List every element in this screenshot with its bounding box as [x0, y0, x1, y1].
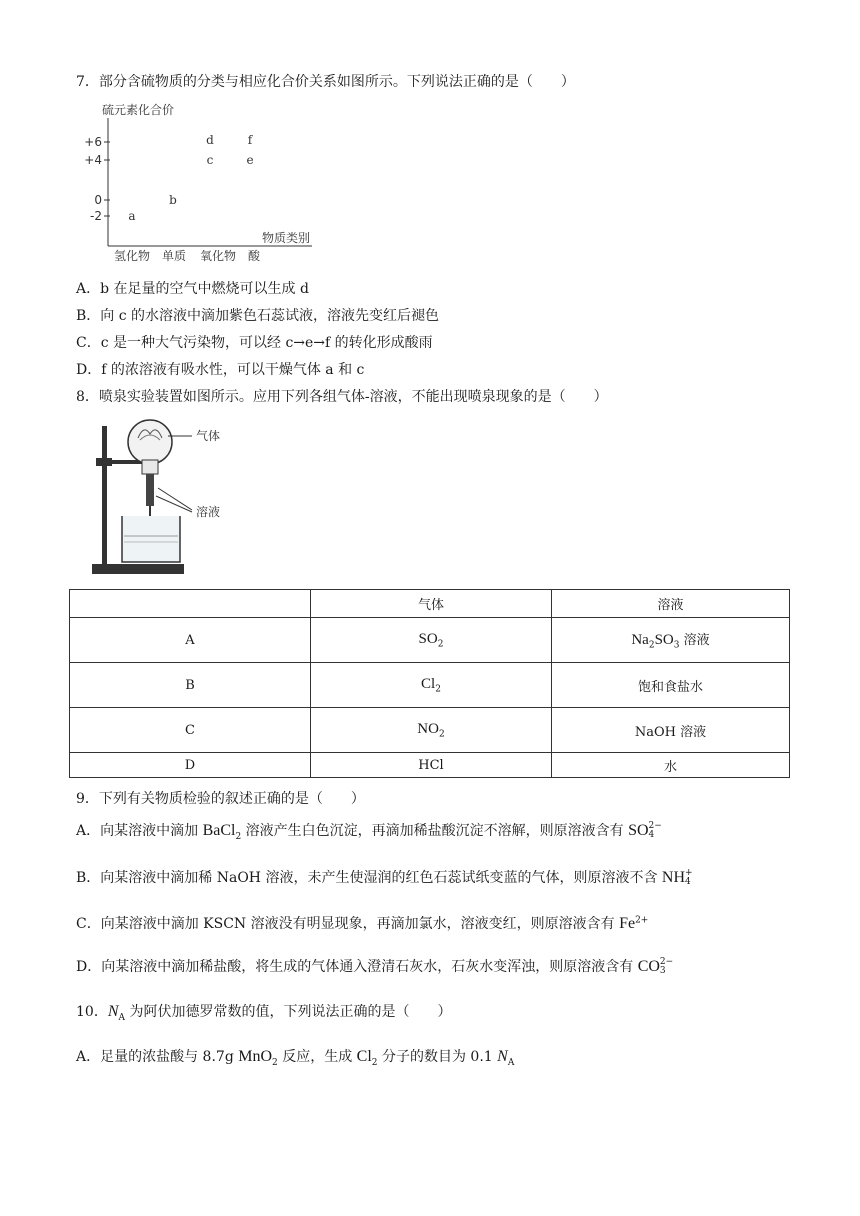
- q9-stem: 9．下列有关物质检验的叙述正确的是（ ）: [76, 791, 365, 807]
- table-header-row: [70, 590, 790, 618]
- chart-category: 氧化物: [199, 249, 237, 263]
- chart-point-e: e: [246, 153, 254, 167]
- table-cell-solution: $Na_2SO_3$ 溶液: [552, 618, 790, 663]
- chart-tick-label: -2: [90, 209, 102, 223]
- table-cell-option: C: [70, 708, 311, 753]
- q8-options-table: [69, 589, 790, 778]
- chart-tick-label: +4: [84, 153, 102, 167]
- q9-option-b: B．向某溶液中滴加稀 NaOH 溶液，未产生使湿润的红色石蕊试纸变蓝的气体，则原溶液不含 NH + 4: [76, 868, 693, 887]
- table-cell-solution: 水: [552, 753, 790, 778]
- figure-label-gas: 气体: [196, 429, 221, 443]
- table-cell-gas: $NO_2$: [311, 708, 552, 753]
- table-row: [70, 663, 790, 708]
- table-cell-gas: $SO_2$: [311, 618, 552, 663]
- table-cell-gas: $Cl_2$: [311, 663, 552, 708]
- q10-stem: 10．$N_A$ 为阿伏加德罗常数的值，下列说法正确的是（ ）: [76, 1003, 452, 1023]
- table-cell-option: B: [70, 663, 311, 708]
- chart-tick-label: 0: [94, 193, 102, 207]
- chart-category: 单质: [161, 249, 187, 263]
- chart-point-f: f: [247, 133, 253, 147]
- q7-valence-chart: [84, 96, 324, 266]
- table-row: [70, 618, 790, 663]
- chart-point-c: c: [206, 153, 214, 167]
- chart-category: 酸: [247, 249, 261, 263]
- table-header-cell: [70, 590, 311, 618]
- chart-point-b: b: [169, 193, 177, 207]
- q7-option-b: B．向 c 的水溶液中滴加紫色石蕊试液，溶液先变红后褪色: [76, 308, 440, 324]
- chart-tick-label: +6: [84, 135, 102, 149]
- q7-stem: 7．部分含硫物质的分类与相应化合价关系如图所示。下列说法正确的是（ ）: [76, 74, 575, 90]
- q7-option-c: C．c 是一种大气污染物，可以经 c→e→f 的转化形成酸雨: [76, 335, 433, 351]
- table-header-cell: 溶液: [552, 590, 790, 618]
- chart-y-title: 硫元素化合价: [102, 103, 175, 117]
- q8-stem: 8．喷泉实验装置如图所示。应用下列各组气体-溶液，不能出现喷泉现象的是（ ）: [76, 389, 608, 405]
- table-cell-option: A: [70, 618, 311, 663]
- q9-option-a: A．向某溶液中滴加 BaCl$_2$ 溶液产生白色沉淀，再滴加稀盐酸沉淀不溶解，则原溶液含有 SO 2− 4: [76, 821, 662, 842]
- table-cell-solution: NaOH 溶液: [552, 708, 790, 753]
- q10-option-a: A．足量的浓盐酸与 8.7g MnO$_2$ 反应，生成 $Cl_2$ 分子的数目为 0.1 $N_A$: [76, 1048, 515, 1068]
- q7-option-a: A．b 在足量的空气中燃烧可以生成 d: [76, 281, 309, 297]
- q9-option-d: D．向某溶液中滴加稀盐酸，将生成的气体通入澄清石灰水，石灰水变浑浊，则原溶液含有 CO 2− 3: [76, 957, 674, 976]
- table-cell-solution: 饱和食盐水: [552, 663, 790, 708]
- chart-category: 氢化物: [113, 249, 151, 263]
- fountain-apparatus-figure: [88, 418, 268, 580]
- table-row: [70, 708, 790, 753]
- table-row: [70, 753, 790, 778]
- q7-option-d: D．f 的浓溶液有吸水性，可以干燥气体 a 和 c: [76, 362, 365, 378]
- chart-point-d: d: [206, 133, 214, 147]
- chart-point-a: a: [128, 209, 136, 223]
- table-cell-gas: HCl: [311, 753, 552, 778]
- chart-x-title: 物质类别: [261, 231, 311, 245]
- figure-label-solution: 溶液: [196, 505, 221, 519]
- table-header-cell: 气体: [311, 590, 552, 618]
- table-cell-option: D: [70, 753, 311, 778]
- q9-option-c: C．向某溶液中滴加 KSCN 溶液没有明显现象，再滴加氯水，溶液变红，则原溶液含有 $Fe^{2+}$: [76, 915, 649, 932]
